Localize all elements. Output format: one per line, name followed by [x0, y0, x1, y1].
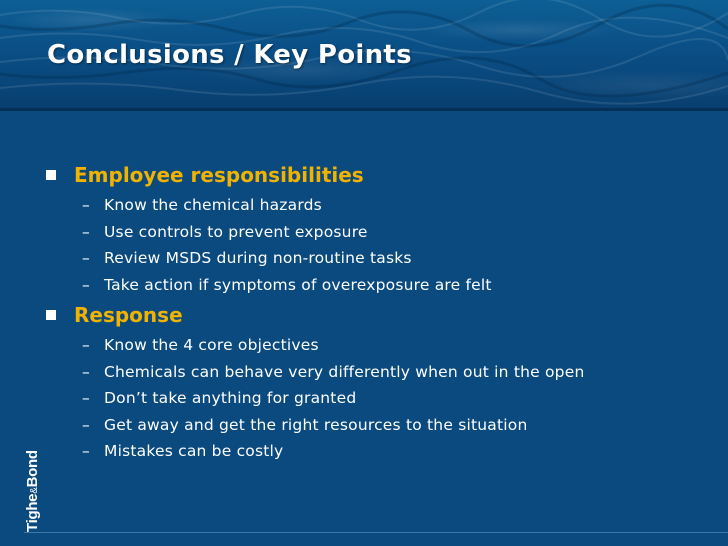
- list-item-text: Know the 4 core objectives: [104, 336, 319, 355]
- logo-ampersand: &: [29, 487, 40, 494]
- list-item-text: Don’t take anything for granted: [104, 389, 357, 408]
- dash-bullet-icon: –: [82, 196, 90, 215]
- list-item-text: Chemicals can behave very differently when out in the open: [104, 362, 585, 381]
- list-item: [82, 192, 716, 219]
- section-heading-response: [46, 298, 716, 332]
- logo-text-tighe: Tighe: [24, 493, 41, 532]
- dash-bullet-icon: –: [82, 362, 90, 381]
- square-bullet-icon: [46, 310, 56, 320]
- list-item: [82, 332, 716, 359]
- list-item: [82, 359, 716, 386]
- water-banner: [0, 0, 728, 108]
- bullet-list: [46, 158, 716, 465]
- title-divider: [0, 108, 728, 111]
- dash-bullet-icon: –: [82, 275, 90, 294]
- list-item: [82, 438, 716, 465]
- list-item-text: Get away and get the right resources to the situation: [104, 415, 528, 434]
- section-heading-employee-responsibilities: [46, 158, 716, 192]
- dash-bullet-icon: –: [82, 415, 90, 434]
- list-item-text: Mistakes can be costly: [104, 442, 284, 461]
- list-item: [82, 219, 716, 246]
- footer-divider: [24, 532, 728, 533]
- dash-bullet-icon: –: [82, 222, 90, 241]
- dash-bullet-icon: –: [82, 249, 90, 268]
- dash-bullet-icon: –: [82, 442, 90, 461]
- list-item: [82, 272, 716, 299]
- list-item-text: Use controls to prevent exposure: [104, 222, 368, 241]
- square-bullet-icon: [46, 170, 56, 180]
- list-item-text: Know the chemical hazards: [104, 196, 322, 215]
- list-item: [82, 412, 716, 439]
- list-item-text: Take action if symptoms of overexposure are felt: [104, 275, 492, 294]
- dash-bullet-icon: –: [82, 389, 90, 408]
- slide-title: Conclusions / Key Points: [47, 40, 412, 70]
- dash-bullet-icon: –: [82, 336, 90, 355]
- list-item: [82, 245, 716, 272]
- tighe-bond-logo: [24, 450, 41, 532]
- logo-text-bond: Bond: [24, 450, 41, 488]
- list-item: [82, 385, 716, 412]
- section-heading-text: Response: [74, 303, 183, 327]
- section-heading-text: Employee responsibilities: [74, 163, 364, 187]
- list-item-text: Review MSDS during non-routine tasks: [104, 249, 412, 268]
